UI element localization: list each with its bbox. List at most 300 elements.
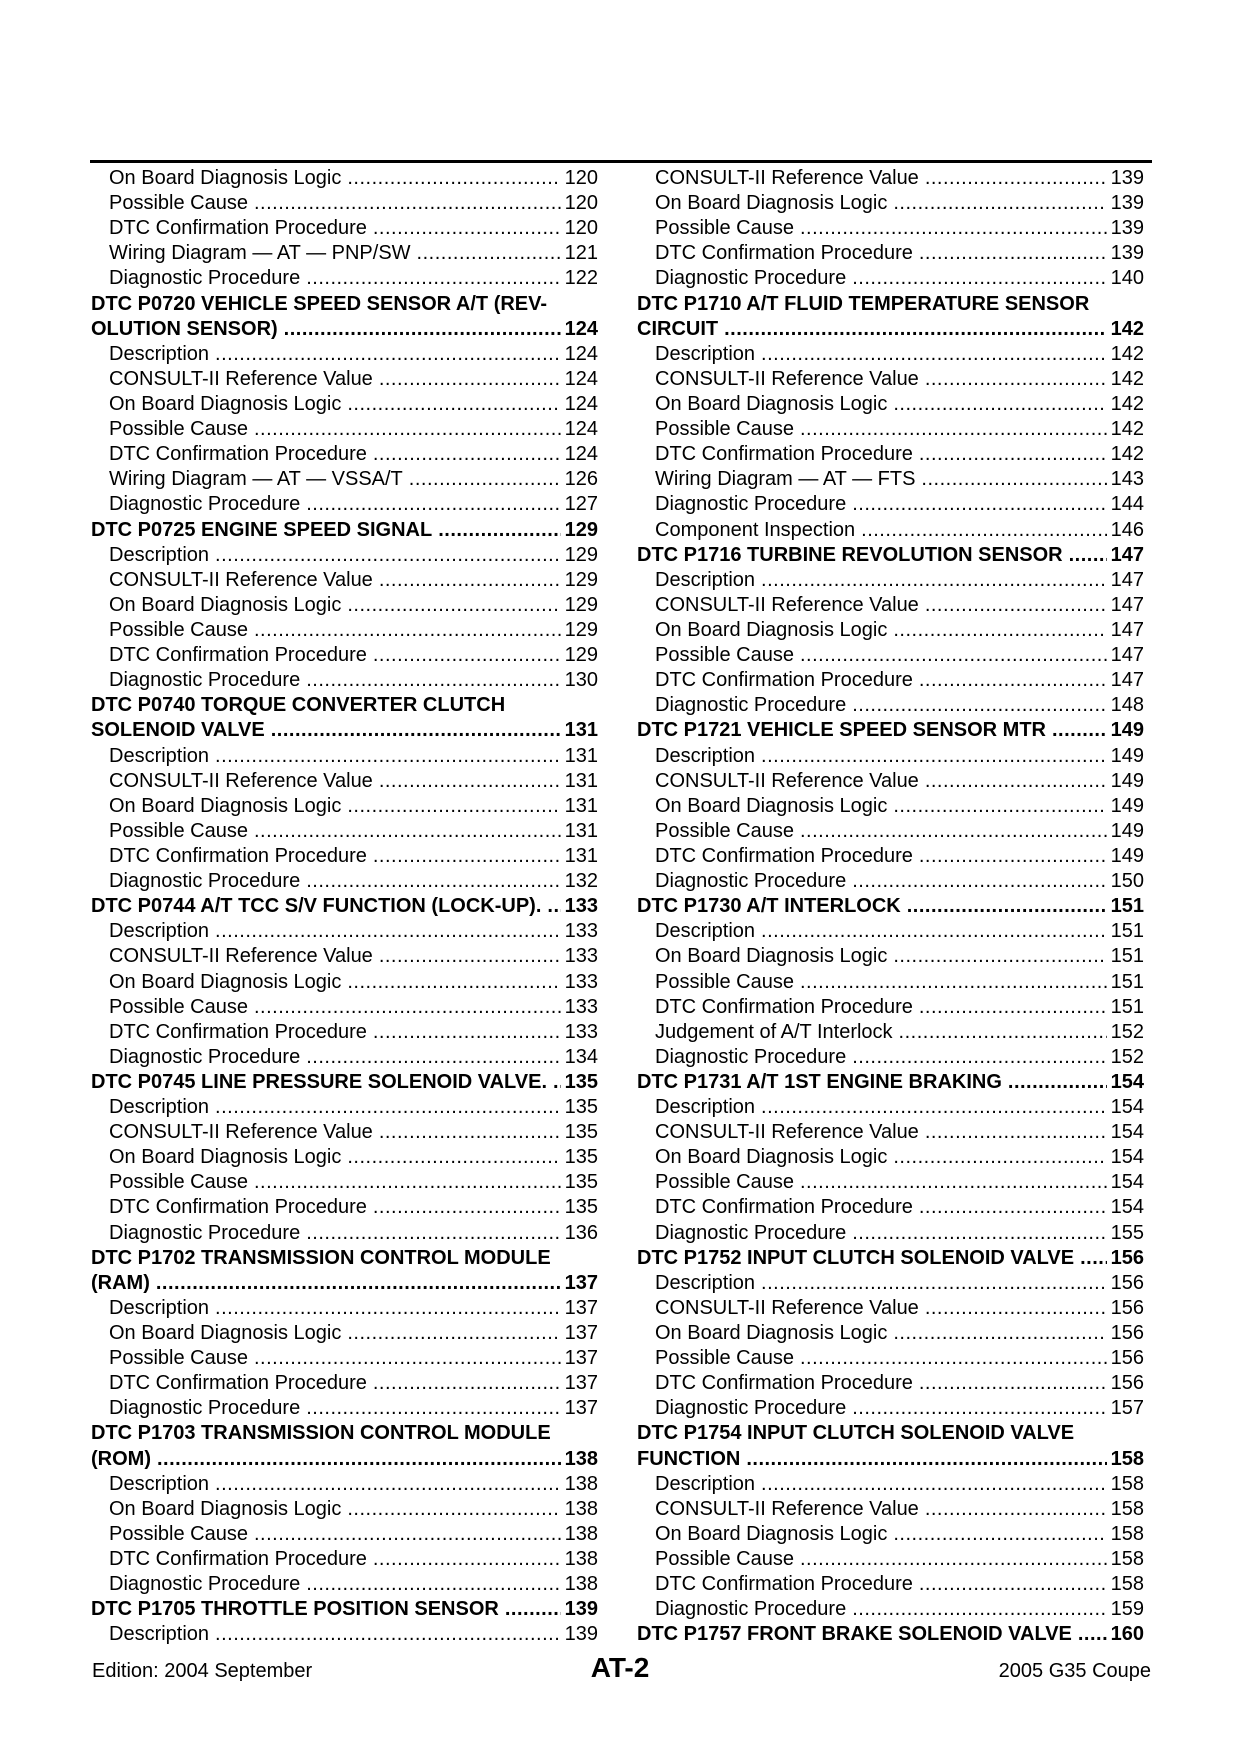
toc-entry-title: Component Inspection bbox=[655, 518, 856, 541]
toc-entry-title: Possible Cause bbox=[655, 1548, 794, 1571]
toc-entry-page: 151 bbox=[1110, 920, 1144, 943]
toc-entry-title: Description bbox=[109, 1296, 210, 1319]
toc-entry-title: SOLENOID VALVE bbox=[91, 719, 265, 742]
toc-entry-page: 152 bbox=[1110, 1020, 1144, 1043]
toc-entry[interactable] bbox=[637, 241, 1144, 266]
toc-heading-entry[interactable] bbox=[637, 718, 1144, 743]
toc-entry-title: On Board Diagnosis Logic bbox=[655, 1522, 888, 1545]
toc-entry-title: Description bbox=[109, 543, 210, 566]
toc-entry-page: 129 bbox=[564, 518, 598, 541]
toc-entry[interactable] bbox=[637, 1221, 1144, 1246]
toc-entry[interactable] bbox=[91, 216, 598, 241]
dot-leader bbox=[215, 919, 561, 944]
toc-heading-entry[interactable] bbox=[91, 1246, 598, 1271]
dot-leader bbox=[893, 191, 1106, 216]
dot-leader bbox=[925, 1497, 1107, 1522]
dot-leader bbox=[800, 417, 1107, 442]
toc-entry[interactable] bbox=[637, 191, 1144, 216]
toc-entry[interactable] bbox=[637, 1120, 1144, 1145]
dot-leader bbox=[919, 995, 1107, 1020]
toc-entry-title: DTC P0725 ENGINE SPEED SIGNAL bbox=[91, 518, 433, 541]
toc-entry-title: CONSULT-II Reference Value bbox=[655, 1296, 919, 1319]
toc-entry-page: 142 bbox=[1110, 342, 1144, 365]
toc-entry-title: DTC Confirmation Procedure bbox=[655, 669, 913, 692]
toc-entry-page: 137 bbox=[564, 1271, 598, 1294]
toc-entry[interactable] bbox=[637, 1572, 1144, 1597]
toc-entry[interactable] bbox=[91, 1170, 598, 1195]
toc-entry-title: DTC Confirmation Procedure bbox=[109, 844, 367, 867]
toc-entry-title: DTC Confirmation Procedure bbox=[655, 844, 913, 867]
toc-entry[interactable] bbox=[637, 1522, 1144, 1547]
toc-entry-title: CONSULT-II Reference Value bbox=[655, 1497, 919, 1520]
toc-entry[interactable] bbox=[91, 1321, 598, 1346]
dot-leader bbox=[852, 1221, 1106, 1246]
toc-entry[interactable] bbox=[637, 417, 1144, 442]
dot-leader bbox=[409, 467, 561, 492]
toc-entry-title: Diagnostic Procedure bbox=[655, 694, 847, 717]
toc-entry-page: 156 bbox=[1110, 1322, 1144, 1345]
toc-entry[interactable] bbox=[91, 392, 598, 417]
dot-leader bbox=[861, 518, 1106, 543]
toc-entry-title: DTC P1757 FRONT BRAKE SOLENOID VALVE bbox=[637, 1623, 1072, 1646]
toc-entry[interactable] bbox=[637, 618, 1144, 643]
toc-entry-title: On Board Diagnosis Logic bbox=[109, 392, 342, 415]
toc-entry-page: 129 bbox=[564, 644, 598, 667]
toc-heading-entry[interactable] bbox=[637, 543, 1144, 568]
toc-heading-entry[interactable] bbox=[637, 1421, 1144, 1446]
dot-leader bbox=[852, 1396, 1106, 1421]
toc-entry[interactable] bbox=[91, 342, 598, 367]
dot-leader bbox=[919, 241, 1107, 266]
toc-entry-title: Possible Cause bbox=[109, 618, 248, 641]
toc-entry[interactable] bbox=[637, 1547, 1144, 1572]
toc-entry-page: 148 bbox=[1110, 694, 1144, 717]
toc-heading-entry[interactable] bbox=[91, 317, 598, 342]
dot-leader bbox=[215, 744, 561, 769]
dot-leader bbox=[925, 593, 1107, 618]
toc-entry[interactable] bbox=[91, 266, 598, 291]
toc-entry[interactable] bbox=[91, 417, 598, 442]
toc-entry[interactable] bbox=[91, 1547, 598, 1572]
toc-entry[interactable] bbox=[91, 593, 598, 618]
toc-entry-page: 139 bbox=[1110, 167, 1144, 189]
toc-entry-title: DTC P1702 TRANSMISSION CONTROL MODULE bbox=[91, 1246, 551, 1269]
toc-entry-page: 154 bbox=[1110, 1121, 1144, 1144]
toc-entry-title: Description bbox=[655, 342, 756, 365]
toc-entry-title: Description bbox=[655, 1271, 756, 1294]
dot-leader bbox=[254, 1170, 561, 1195]
toc-entry-title: On Board Diagnosis Logic bbox=[655, 794, 888, 817]
toc-entry-title: Possible Cause bbox=[109, 1171, 248, 1194]
toc-entry[interactable] bbox=[91, 970, 598, 995]
toc-entry-page: 151 bbox=[1110, 945, 1144, 968]
dot-leader bbox=[893, 1145, 1106, 1170]
toc-entry[interactable] bbox=[91, 1497, 598, 1522]
toc-entry[interactable] bbox=[637, 1396, 1144, 1421]
toc-entry[interactable] bbox=[637, 568, 1144, 593]
toc-entry[interactable] bbox=[91, 1572, 598, 1597]
toc-heading-entry[interactable] bbox=[91, 292, 598, 317]
toc-entry-page: 135 bbox=[564, 1196, 598, 1219]
dot-leader bbox=[1080, 1246, 1107, 1271]
dot-leader bbox=[373, 1020, 561, 1045]
toc-entry[interactable] bbox=[637, 1321, 1144, 1346]
toc-entry-title: DTC P1754 INPUT CLUTCH SOLENOID VALVE bbox=[637, 1422, 1075, 1445]
toc-entry-page: 139 bbox=[1110, 217, 1144, 240]
toc-entry-page: 156 bbox=[1110, 1372, 1144, 1395]
toc-entry-page: 120 bbox=[564, 192, 598, 215]
dot-leader bbox=[347, 392, 560, 417]
toc-entry-title: On Board Diagnosis Logic bbox=[109, 970, 342, 993]
toc-entry-page: 159 bbox=[1110, 1598, 1144, 1621]
toc-entry-title: Description bbox=[655, 744, 756, 767]
toc-entry-title: On Board Diagnosis Logic bbox=[655, 618, 888, 641]
toc-entry-title: Description bbox=[109, 342, 210, 365]
toc-entry-page: 120 bbox=[564, 217, 598, 240]
toc-entry-title: DTC Confirmation Procedure bbox=[655, 995, 913, 1018]
toc-heading-entry[interactable] bbox=[91, 1421, 598, 1446]
dot-leader bbox=[215, 1622, 561, 1647]
toc-entry-title: CIRCUIT bbox=[637, 317, 719, 340]
toc-entry[interactable] bbox=[91, 1195, 598, 1220]
toc-entry-page: 138 bbox=[564, 1497, 598, 1520]
toc-entry[interactable] bbox=[637, 1045, 1144, 1070]
dot-leader bbox=[893, 794, 1106, 819]
toc-entry[interactable] bbox=[637, 392, 1144, 417]
toc-entry-title: Possible Cause bbox=[655, 217, 794, 240]
toc-entry-page: 129 bbox=[564, 543, 598, 566]
toc-entry-page: 151 bbox=[1110, 895, 1144, 918]
dot-leader bbox=[373, 216, 561, 241]
toc-entry-title: CONSULT-II Reference Value bbox=[655, 1121, 919, 1144]
toc-entry[interactable] bbox=[91, 1145, 598, 1170]
dot-leader bbox=[347, 970, 560, 995]
toc-entry[interactable] bbox=[91, 191, 598, 216]
toc-entry[interactable] bbox=[637, 919, 1144, 944]
dot-leader bbox=[373, 1371, 561, 1396]
toc-entry-title: On Board Diagnosis Logic bbox=[109, 167, 342, 189]
toc-heading-entry[interactable] bbox=[637, 1246, 1144, 1271]
dot-leader bbox=[852, 492, 1106, 517]
dot-leader bbox=[925, 1120, 1107, 1145]
toc-entry[interactable] bbox=[637, 944, 1144, 969]
toc-entry[interactable] bbox=[91, 995, 598, 1020]
toc-entry-title: DTC P1721 VEHICLE SPEED SENSOR MTR bbox=[637, 719, 1046, 742]
toc-entry-title: DTC P1703 TRANSMISSION CONTROL MODULE bbox=[91, 1422, 551, 1445]
toc-entry-page: 133 bbox=[564, 995, 598, 1018]
toc-entry[interactable] bbox=[637, 492, 1144, 517]
toc-entry-title: Diagnostic Procedure bbox=[109, 1045, 301, 1068]
toc-entry-page: 137 bbox=[564, 1322, 598, 1345]
toc-entry[interactable] bbox=[91, 1396, 598, 1421]
toc-entry-title: Possible Cause bbox=[655, 1171, 794, 1194]
toc-entry[interactable] bbox=[637, 1472, 1144, 1497]
dot-leader bbox=[373, 442, 561, 467]
toc-entry[interactable] bbox=[91, 794, 598, 819]
toc-entry[interactable] bbox=[637, 643, 1144, 668]
toc-entry[interactable] bbox=[637, 342, 1144, 367]
toc-entry[interactable] bbox=[637, 970, 1144, 995]
toc-entry-title: CONSULT-II Reference Value bbox=[109, 945, 373, 968]
dot-leader bbox=[254, 1522, 561, 1547]
dot-leader bbox=[919, 1371, 1107, 1396]
dot-leader bbox=[215, 1472, 561, 1497]
toc-entry[interactable] bbox=[91, 819, 598, 844]
toc-entry[interactable] bbox=[91, 1622, 598, 1647]
toc-entry[interactable] bbox=[91, 919, 598, 944]
toc-entry[interactable] bbox=[91, 618, 598, 643]
toc-entry[interactable] bbox=[91, 543, 598, 568]
toc-entry-title: Diagnostic Procedure bbox=[655, 267, 847, 290]
toc-entry[interactable] bbox=[637, 467, 1144, 492]
toc-entry-page: 129 bbox=[564, 618, 598, 641]
toc-entry[interactable] bbox=[637, 593, 1144, 618]
toc-entry-title: DTC Confirmation Procedure bbox=[655, 443, 913, 466]
toc-entry-title: DTC Confirmation Procedure bbox=[655, 1573, 913, 1596]
toc-entry[interactable] bbox=[637, 1371, 1144, 1396]
toc-entry-title: Description bbox=[109, 1623, 210, 1646]
dot-leader bbox=[547, 894, 560, 919]
toc-entry-page: 131 bbox=[564, 719, 598, 742]
toc-heading-entry[interactable] bbox=[637, 292, 1144, 317]
toc-entry-page: 151 bbox=[1110, 995, 1144, 1018]
toc-entry[interactable] bbox=[637, 769, 1144, 794]
toc-left-column bbox=[91, 166, 598, 1647]
toc-entry-title: On Board Diagnosis Logic bbox=[655, 1322, 888, 1345]
toc-entry-title: DTC Confirmation Procedure bbox=[655, 242, 913, 265]
toc-entry[interactable] bbox=[637, 744, 1144, 769]
toc-heading-entry[interactable] bbox=[637, 1070, 1144, 1095]
toc-entry[interactable] bbox=[637, 995, 1144, 1020]
dot-leader bbox=[347, 593, 560, 618]
toc-entry[interactable] bbox=[91, 744, 598, 769]
toc-heading-entry[interactable] bbox=[91, 894, 598, 919]
dot-leader bbox=[306, 1396, 560, 1421]
toc-entry[interactable] bbox=[637, 1095, 1144, 1120]
toc-entry[interactable] bbox=[637, 216, 1144, 241]
toc-heading-entry[interactable] bbox=[91, 1271, 598, 1296]
dot-leader bbox=[306, 266, 560, 291]
toc-entry[interactable] bbox=[637, 794, 1144, 819]
toc-entry-title: DTC P1730 A/T INTERLOCK bbox=[637, 895, 901, 918]
dot-leader bbox=[553, 1070, 561, 1095]
dot-leader bbox=[800, 216, 1107, 241]
dot-leader bbox=[379, 568, 561, 593]
toc-entry[interactable] bbox=[91, 241, 598, 266]
toc-entry[interactable] bbox=[91, 1020, 598, 1045]
toc-entry[interactable] bbox=[637, 518, 1144, 543]
toc-entry-title: On Board Diagnosis Logic bbox=[109, 1497, 342, 1520]
toc-entry[interactable] bbox=[637, 819, 1144, 844]
dot-leader bbox=[379, 944, 561, 969]
toc-entry[interactable] bbox=[91, 1346, 598, 1371]
toc-entry-page: 138 bbox=[564, 1522, 598, 1545]
toc-heading-entry[interactable] bbox=[91, 1447, 598, 1472]
toc-entry[interactable] bbox=[91, 944, 598, 969]
toc-entry[interactable] bbox=[637, 844, 1144, 869]
toc-entry-title: Diagnostic Procedure bbox=[655, 1598, 847, 1621]
toc-entry[interactable] bbox=[637, 1020, 1144, 1045]
toc-entry-page: 138 bbox=[564, 1472, 598, 1495]
toc-entry[interactable] bbox=[91, 668, 598, 693]
dot-leader bbox=[306, 668, 560, 693]
dot-leader bbox=[925, 769, 1107, 794]
toc-entry[interactable] bbox=[91, 442, 598, 467]
toc-heading-entry[interactable] bbox=[637, 1447, 1144, 1472]
toc-entry-title: Wiring Diagram — AT — PNP/SW bbox=[109, 242, 411, 265]
toc-heading-entry[interactable] bbox=[637, 1622, 1144, 1647]
toc-heading-entry[interactable] bbox=[91, 1597, 598, 1622]
toc-entry-page: 149 bbox=[1110, 719, 1144, 742]
dot-leader bbox=[800, 643, 1107, 668]
toc-entry-page: 158 bbox=[1110, 1497, 1144, 1520]
dot-leader bbox=[254, 618, 561, 643]
toc-entry-title: On Board Diagnosis Logic bbox=[109, 1146, 342, 1169]
toc-entry-title: DTC P1731 A/T 1ST ENGINE BRAKING bbox=[637, 1070, 1002, 1093]
toc-entry[interactable] bbox=[637, 367, 1144, 392]
toc-entry[interactable] bbox=[91, 643, 598, 668]
toc-entry-page: 124 bbox=[564, 317, 598, 340]
toc-entry-page: 156 bbox=[1110, 1347, 1144, 1370]
toc-entry[interactable] bbox=[637, 1271, 1144, 1296]
toc-entry-page: 134 bbox=[564, 1045, 598, 1068]
toc-entry[interactable] bbox=[91, 769, 598, 794]
toc-entry-page: 150 bbox=[1110, 870, 1144, 893]
footer-model: 2005 G35 Coupe bbox=[998, 1660, 1151, 1682]
toc-entry-title: Possible Cause bbox=[109, 819, 248, 842]
dot-leader bbox=[893, 618, 1106, 643]
dot-leader bbox=[761, 1271, 1107, 1296]
toc-entry[interactable] bbox=[637, 668, 1144, 693]
dot-leader bbox=[800, 819, 1107, 844]
toc-entry-title: Description bbox=[655, 568, 756, 591]
toc-entry-page: 157 bbox=[1110, 1397, 1144, 1420]
toc-entry-title: Diagnostic Procedure bbox=[109, 1573, 301, 1596]
toc-entry-page: 154 bbox=[1110, 1196, 1144, 1219]
toc-entry[interactable] bbox=[637, 1195, 1144, 1220]
toc-entry-page: 139 bbox=[564, 1623, 598, 1646]
toc-entry[interactable] bbox=[637, 166, 1144, 191]
toc-entry-page: 151 bbox=[1110, 970, 1144, 993]
toc-entry[interactable] bbox=[91, 492, 598, 517]
toc-entry[interactable] bbox=[91, 1221, 598, 1246]
toc-heading-entry[interactable] bbox=[91, 1070, 598, 1095]
toc-entry[interactable] bbox=[91, 1045, 598, 1070]
toc-entry-page: 149 bbox=[1110, 819, 1144, 842]
dot-leader bbox=[306, 492, 560, 517]
toc-entry-title: DTC Confirmation Procedure bbox=[655, 1372, 913, 1395]
toc-heading-entry[interactable] bbox=[637, 317, 1144, 342]
toc-entry[interactable] bbox=[91, 844, 598, 869]
toc-entry[interactable] bbox=[637, 1346, 1144, 1371]
dot-leader bbox=[852, 1597, 1106, 1622]
toc-entry[interactable] bbox=[637, 1145, 1144, 1170]
toc-heading-entry[interactable] bbox=[91, 693, 598, 718]
toc-entry[interactable] bbox=[91, 1371, 598, 1396]
dot-leader bbox=[800, 1547, 1107, 1572]
dot-leader bbox=[254, 995, 561, 1020]
dot-leader bbox=[215, 543, 561, 568]
dot-leader bbox=[254, 417, 561, 442]
toc-entry[interactable] bbox=[91, 1120, 598, 1145]
toc-entry[interactable] bbox=[91, 568, 598, 593]
toc-entry-title: (RAM) bbox=[91, 1271, 150, 1294]
toc-entry-page: 124 bbox=[564, 392, 598, 415]
toc-entry-page: 137 bbox=[564, 1397, 598, 1420]
toc-entry-page: 152 bbox=[1110, 1045, 1144, 1068]
footer-page-number: AT-2 bbox=[590, 1652, 650, 1683]
toc-entry-title: Description bbox=[655, 920, 756, 943]
toc-entry-page: 142 bbox=[1110, 392, 1144, 415]
toc-entry[interactable] bbox=[637, 693, 1144, 718]
dot-leader bbox=[925, 1296, 1107, 1321]
toc-entry[interactable] bbox=[637, 1170, 1144, 1195]
toc-heading-entry[interactable] bbox=[91, 718, 598, 743]
toc-entry-title: Judgement of A/T Interlock bbox=[655, 1020, 893, 1043]
toc-entry[interactable] bbox=[637, 1597, 1144, 1622]
toc-entry-page: 133 bbox=[564, 920, 598, 943]
dot-leader bbox=[373, 844, 561, 869]
toc-entry-title: Description bbox=[655, 1472, 756, 1495]
toc-entry-page: 120 bbox=[564, 167, 598, 189]
dot-leader bbox=[899, 1020, 1107, 1045]
toc-entry-title: DTC P1752 INPUT CLUTCH SOLENOID VALVE bbox=[637, 1246, 1075, 1269]
toc-entry-title: On Board Diagnosis Logic bbox=[655, 1146, 888, 1169]
toc-entry-page: 154 bbox=[1110, 1146, 1144, 1169]
dot-leader bbox=[1008, 1070, 1107, 1095]
toc-entry[interactable] bbox=[91, 367, 598, 392]
dot-leader bbox=[306, 1572, 560, 1597]
toc-entry[interactable] bbox=[637, 266, 1144, 291]
toc-entry[interactable] bbox=[91, 467, 598, 492]
toc-entry[interactable] bbox=[91, 1472, 598, 1497]
dot-leader bbox=[724, 317, 1107, 342]
toc-entry[interactable] bbox=[637, 869, 1144, 894]
toc-entry-page: 154 bbox=[1110, 1171, 1144, 1194]
dot-leader bbox=[893, 392, 1106, 417]
toc-entry[interactable] bbox=[91, 869, 598, 894]
toc-entry-page: 156 bbox=[1110, 1296, 1144, 1319]
toc-entry[interactable] bbox=[637, 442, 1144, 467]
toc-entry[interactable] bbox=[91, 1522, 598, 1547]
toc-entry-page: 139 bbox=[564, 1598, 598, 1621]
toc-entry-page: 137 bbox=[564, 1347, 598, 1370]
dot-leader bbox=[800, 970, 1107, 995]
toc-entry-page: 127 bbox=[564, 493, 598, 516]
dot-leader bbox=[761, 919, 1107, 944]
toc-entry-title: DTC P0744 A/T TCC S/V FUNCTION (LOCK-UP). bbox=[91, 895, 542, 918]
dot-leader bbox=[1052, 718, 1107, 743]
toc-entry[interactable] bbox=[91, 1296, 598, 1321]
toc-entry-page: 144 bbox=[1110, 493, 1144, 516]
toc-entry-page: 147 bbox=[1110, 568, 1144, 591]
toc-entry[interactable] bbox=[91, 166, 598, 191]
dot-leader bbox=[761, 568, 1107, 593]
toc-entry-title: Possible Cause bbox=[109, 418, 248, 441]
toc-heading-entry[interactable] bbox=[91, 518, 598, 543]
toc-entry[interactable] bbox=[637, 1296, 1144, 1321]
dot-leader bbox=[373, 1547, 561, 1572]
toc-heading-entry[interactable] bbox=[637, 894, 1144, 919]
toc-entry-title: CONSULT-II Reference Value bbox=[655, 167, 919, 189]
toc-entry-page: 147 bbox=[1110, 644, 1144, 667]
toc-entry[interactable] bbox=[91, 1095, 598, 1120]
toc-entry-title: DTC P0720 VEHICLE SPEED SENSOR A/T (REV- bbox=[91, 292, 548, 315]
toc-entry[interactable] bbox=[637, 1497, 1144, 1522]
toc-entry-title: Diagnostic Procedure bbox=[655, 870, 847, 893]
dot-leader bbox=[215, 342, 561, 367]
toc-entry-title: On Board Diagnosis Logic bbox=[655, 945, 888, 968]
